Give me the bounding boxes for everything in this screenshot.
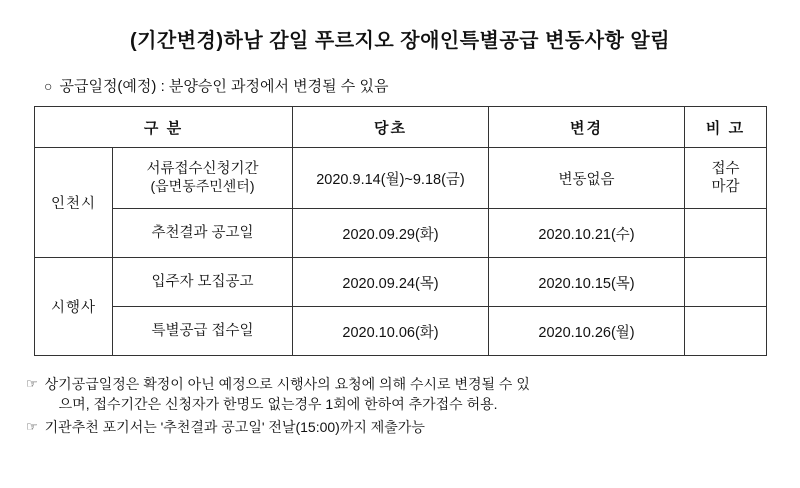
- party-cell-incheon: 인천시: [35, 148, 113, 258]
- table-row: [35, 209, 767, 258]
- schedule-table: [34, 106, 767, 356]
- footnotes: [26, 374, 800, 437]
- item-label-line2: (읍면동주민센터): [150, 178, 255, 195]
- column-header-division: 구 분: [35, 107, 293, 148]
- table-row: [35, 148, 767, 209]
- item-cell-resident-recruitment: 입주자 모집공고: [113, 258, 293, 307]
- column-header-original: 당초: [293, 107, 489, 148]
- table-row: [35, 258, 767, 307]
- footnote-line2: 으며, 접수기간은 신청자가 한명도 없는경우 1회에 한하여 추가접수 허용.: [58, 396, 498, 413]
- footnote-line1: 상기공급일정은 확정이 아닌 예정으로 시행사의 요청에 의해 수시로 변경될 수 있: [44, 376, 530, 392]
- footnote-line1: 기관추천 포기서는 '추천결과 공고일' 전날(15:00)까지 제출가능: [44, 418, 425, 435]
- item-label-line1: 서류접수신청기간: [146, 161, 259, 178]
- original-cell-application-period: 2020.9.14(월)~9.18(금): [293, 148, 489, 209]
- note-cell-application-period: [685, 148, 767, 209]
- note-cell-special-supply-reception: [685, 307, 767, 356]
- item-cell-application-period: [113, 148, 293, 209]
- original-cell-resident-recruitment: 2020.09.24(목): [293, 258, 489, 307]
- circle-bullet-icon: ○: [44, 77, 53, 94]
- footnote-item: [26, 417, 800, 437]
- item-cell-special-supply-reception: 특별공급 접수일: [113, 307, 293, 356]
- table-header-row: [35, 107, 767, 148]
- original-cell-recommendation-notice: 2020.09.29(화): [293, 209, 489, 258]
- changed-cell-recommendation-notice: 2020.10.21(수): [489, 209, 685, 258]
- column-header-changed: 변경: [489, 107, 685, 148]
- page-title: (기간변경)하남 감일 푸르지오 장애인특별공급 변동사항 알림: [129, 30, 671, 52]
- note-cell-resident-recruitment: [685, 258, 767, 307]
- changed-cell-resident-recruitment: 2020.10.15(목): [489, 258, 685, 307]
- changed-cell-special-supply-reception: 2020.10.26(월): [489, 307, 685, 356]
- note-line2: 마감: [711, 179, 740, 195]
- subtitle-row: [44, 75, 800, 96]
- note-line1: 접수: [711, 160, 740, 177]
- subtitle-text: 공급일정(예정) : 분양승인 과정에서 변경될 수 있음: [59, 78, 389, 95]
- table-row: [35, 307, 767, 356]
- document-page: [0, 24, 800, 488]
- party-cell-developer: 시행사: [35, 258, 113, 356]
- footnote-item: [26, 374, 800, 415]
- column-header-note: 비 고: [685, 107, 767, 148]
- footnote-text: [45, 374, 800, 415]
- footnote-text: [45, 417, 800, 437]
- note-cell-recommendation-notice: [685, 209, 767, 258]
- pointer-hand-icon: ☞: [26, 376, 38, 391]
- original-cell-special-supply-reception: 2020.10.06(화): [293, 307, 489, 356]
- pointer-hand-icon: ☞: [26, 418, 38, 434]
- changed-cell-application-period: 변동없음: [489, 148, 685, 209]
- item-cell-recommendation-notice: 추천결과 공고일: [113, 209, 293, 258]
